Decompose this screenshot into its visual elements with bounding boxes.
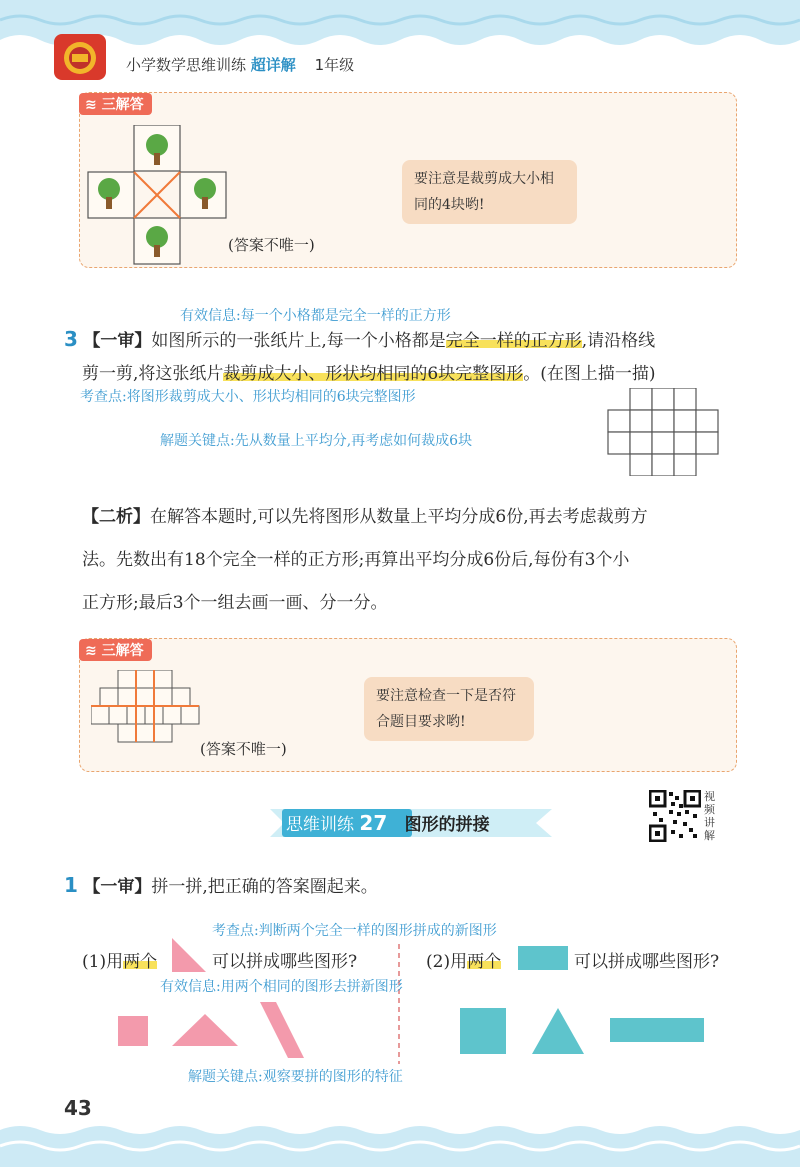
header-title: [126, 54, 354, 75]
q3-line2-b: 。(在图上描一描): [523, 364, 656, 384]
page-number: 43: [64, 1096, 92, 1120]
q1-part1-highlight: 两个: [123, 952, 158, 972]
q3-line1-b: ,请沿格线: [581, 331, 656, 351]
q3-line2-a: 剪一剪,将这张纸片: [82, 364, 224, 384]
analysis-text-1: 在解答本题时,可以先将图形从数量上平均分成6份,再去考虑裁剪方: [150, 507, 648, 527]
header-grade: 1年级: [314, 56, 355, 74]
header-series-accent: 超详解: [250, 56, 296, 74]
annotation-q1-test-point: 考查点:判断两个完全一样的图形拼成的新图形: [212, 923, 497, 939]
question-number-1: 1: [64, 873, 78, 897]
annotation-q1-effective-info: 有效信息:用两个相同的图形去拼新图形: [160, 979, 403, 995]
teal-rectangle-shape: [518, 946, 568, 970]
section-title: 图形的拼接: [404, 815, 490, 835]
q3-line-1: [64, 322, 655, 359]
q1-line: [64, 868, 378, 905]
option-pink-big-triangle[interactable]: [172, 1014, 238, 1046]
q3-line1-highlight: 完全一样的正方形: [445, 331, 582, 351]
option-teal-long-rectangle[interactable]: [610, 1018, 704, 1042]
q1-part-2: [426, 945, 501, 980]
section-number: 27: [359, 811, 388, 835]
grid-answer-diagram: [91, 670, 201, 758]
section-prefix: 思维训练: [286, 815, 354, 835]
option-teal-square[interactable]: [460, 1008, 506, 1054]
annotation-effective-info: 有效信息:每一个小格都是完全一样的正方形: [180, 308, 451, 324]
q3-step-tag: 【一审】: [83, 331, 152, 351]
header-series: 小学数学思维训练: [126, 56, 247, 74]
answer-label-1: ≋ 三解答: [79, 93, 152, 115]
tip-bubble-2: 要注意检查一下是否符合题目要求哟!: [364, 677, 534, 741]
annotation-key-point: 解题关键点:先从数量上平均分,再考虑如何裁成6块: [160, 433, 473, 449]
question-number-3: 3: [64, 327, 78, 351]
q1-part2-question: 可以拼成哪些图形?: [574, 952, 720, 972]
annotation-q1-key-point: 解题关键点:观察要拼的图形的特征: [188, 1069, 403, 1085]
q3-line1-a: 如图所示的一张纸片上,每一个小格都是: [151, 331, 446, 351]
pink-triangle-shape: [172, 938, 206, 972]
option-pink-parallelogram[interactable]: [260, 1002, 304, 1058]
option-teal-triangle[interactable]: [532, 1008, 584, 1054]
publisher-logo: [52, 32, 108, 82]
answer-note-1: (答案不唯一): [228, 236, 315, 254]
answer-note-2: (答案不唯一): [200, 740, 287, 758]
q1-part2-highlight: 两个: [467, 952, 502, 972]
q1-part1-question: 可以拼成哪些图形?: [212, 952, 358, 972]
paper-grid-figure: [597, 388, 729, 476]
q1-part1-a: (1)用: [82, 952, 124, 972]
q1-text: 拼一拼,把正确的答案圈起来。: [151, 877, 378, 897]
q1-part-1: [82, 945, 157, 980]
answer-label-2: ≋ 三解答: [79, 639, 152, 661]
bottom-wave-band: [0, 1120, 800, 1167]
annotation-test-point: 考查点:将图形裁剪成大小、形状均相同的6块完整图形: [80, 389, 416, 405]
analysis-tag: 【二析】: [82, 507, 150, 527]
tip-bubble-1: 要注意是裁剪成大小相同的4块哟!: [402, 160, 577, 224]
analysis-line-2: 法。先数出有18个完全一样的正方形;再算出平均分成6份后,每份有3个小: [82, 550, 630, 570]
analysis-line-3: 正方形;最后3个一组去画一画、分一分。: [82, 593, 388, 613]
section-heading: [286, 810, 490, 836]
dashed-divider: [397, 944, 401, 1064]
qr-code-icon[interactable]: [649, 790, 701, 842]
q1-part2-a: (2)用: [426, 952, 468, 972]
option-pink-square[interactable]: [118, 1016, 148, 1046]
qr-label: 视频讲解: [704, 790, 715, 842]
top-wave-band: [0, 0, 800, 48]
cross-shape-tree-diagram: [87, 125, 227, 265]
analysis-line-1: [82, 500, 648, 535]
q1-step-tag: 【一审】: [83, 877, 152, 897]
q3-line2-highlight: 裁剪成大小、形状均相同的6块完整图形: [223, 364, 524, 384]
